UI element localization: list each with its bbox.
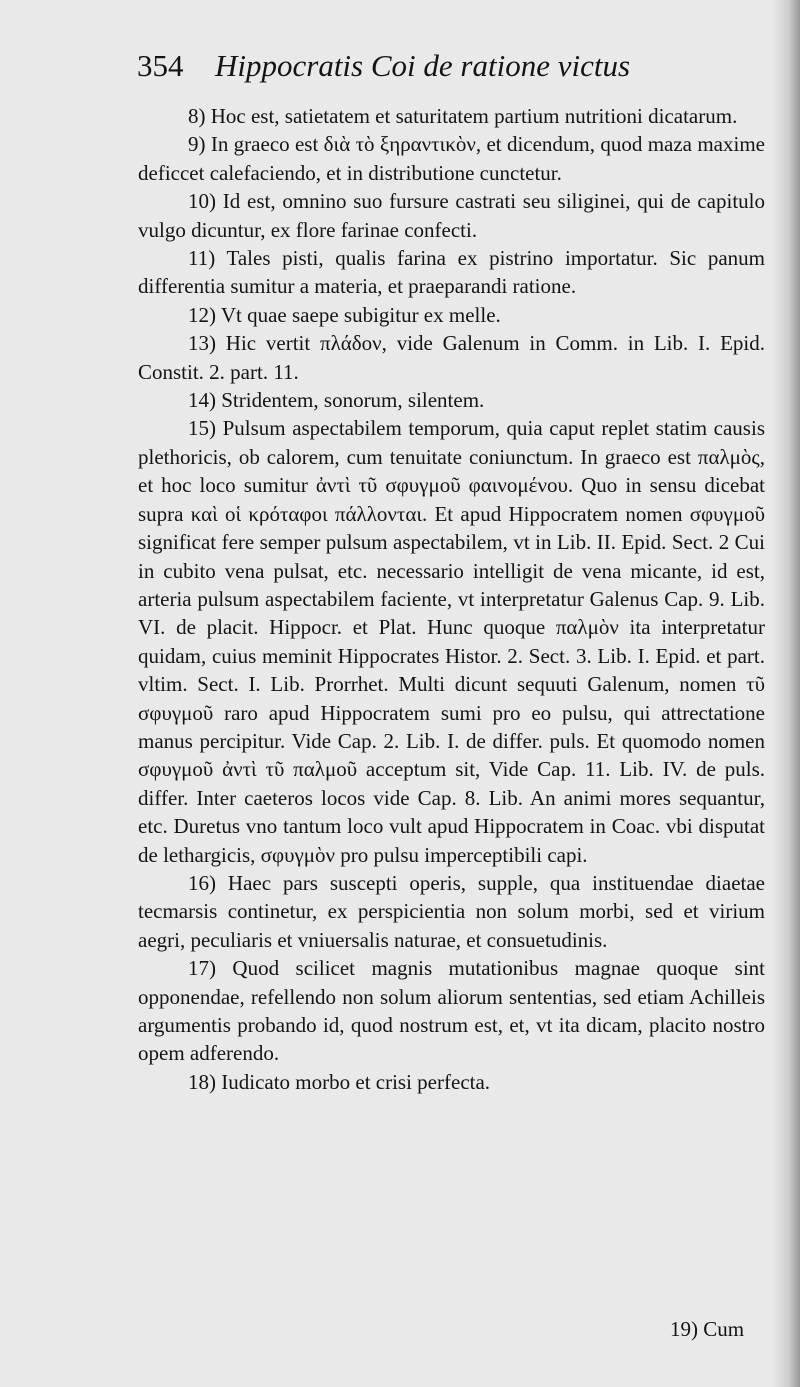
note-15: 15) Pulsum aspectabilem temporum, quia caput replet statim causis plethoricis, ob calorem, cum tenuitate coniunctum. In graeco est παλμὸς, et hoc loco sumitur ἀντὶ τῦ σφυγμοῦ φαινομένου. Quo in sensu dicebat supra καὶ οἱ κρόταφοι πάλλονται. Et apud Hippocratem nomen σφυγμοῦ significat fere semper pulsum aspectabilem, vt in Lib. II. Epid. Sect. 2 Cui in cubito vena pulsat, etc. necessario intelligit de vena micante, id est, arteria pulsum aspectabilem faciente, vt interpretatur Galenus Cap. 9. Lib. VI. de placit. Hippocr. et Plat. Hunc quoque παλμὸν ita interpretatur quidam, cuius meminit Hippocrates Histor. 2. Sect. 3. Lib. I. Epid. et part. vltim. Sect. I. Lib. Prorrhet. Multi dicunt sequuti Galenum, nomen τῦ σφυγμοῦ raro apud Hippocratem sumi pro eo pulsu, qui attrectatione manus percipitur. Vide Cap. 2. Lib. I. de differ. puls. Et quomodo nomen σφυγμοῦ ἀντὶ τῦ παλμοῦ acceptum sit, Vide Cap. 11. Lib. IV. de puls. differ. Inter caeteros locos vide Cap. 8. Lib. An animi mores sequantur, etc. Duretus vno tantum loco vult apud Hippocratem in Coac. vbi disputat de lethargicis, σφυγμὸν pro pulsu imperceptibili capi. xyxy=(138,416,765,867)
note-16: 16) Haec pars suscepti operis, supple, qua instituendae diaetae tecmarsis continetur, ex perspicientia non solum morbi, sed et virium aegri, peculiaris et vniuersalis naturae, et consuetudinis. xyxy=(138,870,765,952)
note-9: 9) In graeco est διὰ τὸ ξηραντικὸν, et dicendum, quod maza maxime deficcet calefaciendo, et in distributione cunctetur. xyxy=(138,132,765,185)
note-17: 17) Quod scilicet magnis mutationibus magnae quoque sint opponendae, refellendo non solum aliorum sententias, sed etiam Achilleis argumentis probando id, quod nostrum est, et, vt ita dicam, placito nostro opem adferendo. xyxy=(138,956,765,1066)
page-header xyxy=(137,46,697,86)
running-title: Hippocratis Coi de ratione victus xyxy=(215,48,631,83)
note-13: 13) Hic vertit πλάδον, vide Galenum in Comm. in Lib. I. Epid. Constit. 2. part. 11. xyxy=(138,331,765,384)
note-11: 11) Tales pisti, qualis farina ex pistrino importatur. Sic panum differentia sumitur a materia, et praeparandi ratione. xyxy=(138,246,765,299)
page-number: 354 xyxy=(137,48,184,83)
footnotes xyxy=(138,102,765,1096)
note-10: 10) Id est, omnino suo fursure castrati seu siliginei, qui de capitulo vulgo dicuntur, ex flore farinae confecti. xyxy=(138,189,765,242)
note-14: 14) Stridentem, sonorum, silentem. xyxy=(188,388,485,413)
note-18: 18) Iudicato morbo et crisi perfecta. xyxy=(188,1069,491,1094)
catchword: 19) Cum xyxy=(670,1317,745,1341)
note-12: 12) Vt quae saepe subigitur ex melle. xyxy=(188,302,501,327)
note-8: 8) Hoc est, satietatem et saturitatem partium nutritioni dicatarum. xyxy=(188,104,738,128)
